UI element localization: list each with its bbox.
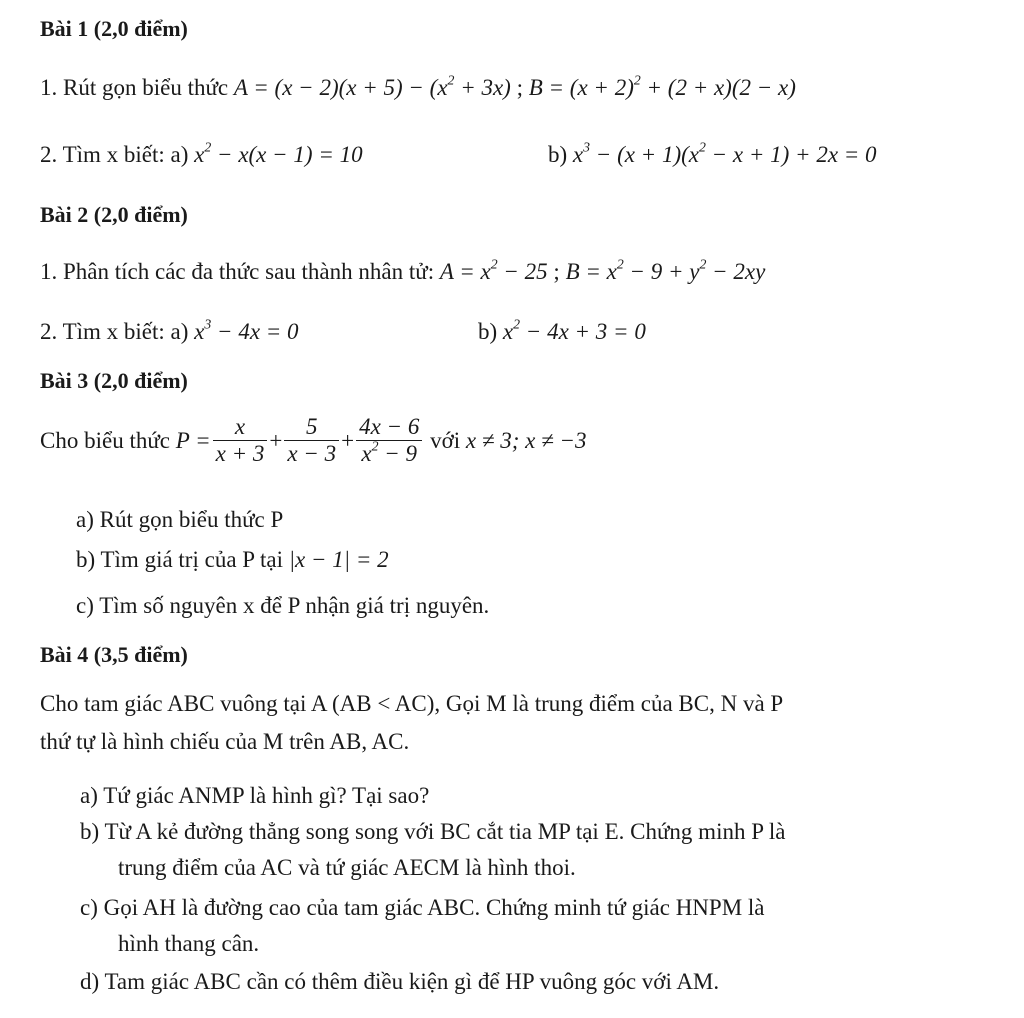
- bai1-q2b-expr: $x^3 - (x + 1)(x^2 - x + 1) + 2x = 0$: [572, 139, 877, 167]
- bai1-q1-label: 1. Rút gọn biểu thức: [40, 75, 229, 100]
- bai1-q2b-label: b): [548, 142, 568, 167]
- bai3-item-b: [76, 546, 389, 574]
- bai2-q1-label: 1. Phân tích các đa thức sau thành nhân tử:: [40, 259, 435, 284]
- bai2-q2a-expr: $x^3 - 4x = 0$: [194, 316, 299, 344]
- bai1-question2b: [548, 141, 877, 169]
- separator: ;: [510, 75, 529, 100]
- bai3-item-a: a) Rút gọn biểu thức P: [76, 507, 284, 532]
- bai4-intro-line2: thứ tự là hình chiếu của M trên AB, AC.: [40, 729, 410, 754]
- bai4-item-b-line2: trung điểm của AC và tứ giác AECM là hình thoi.: [118, 855, 576, 880]
- bai3-item-c: c) Tìm số nguyên x để P nhận giá trị nguyên.: [76, 593, 490, 618]
- p-equals: P =: [175, 428, 211, 454]
- bai4-heading: Bài 4 (3,5 điểm): [40, 642, 188, 667]
- bai1-heading: Bài 1 (2,0 điểm): [40, 16, 188, 41]
- bai4-item-a: a) Tứ giác ANMP là hình gì? Tại sao?: [80, 783, 430, 808]
- bai2-question2b: [478, 318, 646, 346]
- bai2-heading: Bài 2 (2,0 điểm): [40, 202, 188, 227]
- plus-sign: +: [269, 428, 283, 454]
- bai3-expression: [40, 414, 587, 468]
- bai2-expr-a: $A = x^2 - 25$: [439, 256, 548, 284]
- bai2-question1: [40, 258, 765, 286]
- bai2-q2-label: 2. Tìm x biết: a): [40, 319, 189, 344]
- condition: x ≠ 3; x ≠ −3: [465, 428, 587, 454]
- fraction-2: $\frac{5}{x - 3}$: [284, 414, 339, 468]
- plus-sign: +: [341, 428, 355, 454]
- bai3-item-b-expr: |x − 1| = 2: [288, 547, 389, 572]
- bai2-question2: [40, 318, 299, 346]
- bai4-item-d: d) Tam giác ABC cần có thêm điều kiện gì để HP vuông góc với AM.: [80, 969, 720, 994]
- fraction-1: $\frac{x}{x + 3}$: [213, 414, 268, 468]
- bai2-q2b-expr: $x^2 - 4x + 3 = 0$: [502, 316, 646, 344]
- bai4-intro-line1: Cho tam giác ABC vuông tại A (AB < AC), Gọi M là trung điểm của BC, N và P: [40, 691, 784, 716]
- bai2-expr-b: $B = x^2 - 9 + y^2 - 2xy$: [565, 256, 766, 284]
- bai1-expr-a: $A = (x - 2)(x + 5) - (x^2 + 3x)$: [233, 72, 511, 100]
- bai3-heading: Bài 3 (2,0 điểm): [40, 368, 188, 393]
- bai4-item-c-line1: c) Gọi AH là đường cao của tam giác ABC. Chứng minh tứ giác HNPM là: [80, 895, 765, 920]
- bai1-question2: [40, 141, 363, 169]
- bai1-question1: [40, 74, 796, 102]
- bai1-q2a-expr: $x^2 - x(x - 1) = 10$: [194, 139, 363, 167]
- bai2-q2b-label: b): [478, 319, 498, 344]
- bai4-item-c-line2: hình thang cân.: [118, 931, 260, 956]
- bai3-intro: Cho biểu thức: [40, 428, 171, 454]
- bai3-item-b-text: b) Tìm giá trị của P tại: [76, 547, 283, 572]
- condition-word: với: [430, 428, 461, 454]
- bai4-item-b-line1: b) Từ A kẻ đường thẳng song song với BC cắt tia MP tại E. Chứng minh P là: [80, 819, 786, 844]
- separator: ;: [547, 259, 566, 284]
- fraction-3: $\frac{4x - 6}{x^2 - 9}$: [356, 414, 422, 468]
- bai1-q2-label: 2. Tìm x biết: a): [40, 142, 189, 167]
- bai1-expr-b: $B = (x + 2)^2 + (2 + x)(2 - x)$: [528, 72, 796, 100]
